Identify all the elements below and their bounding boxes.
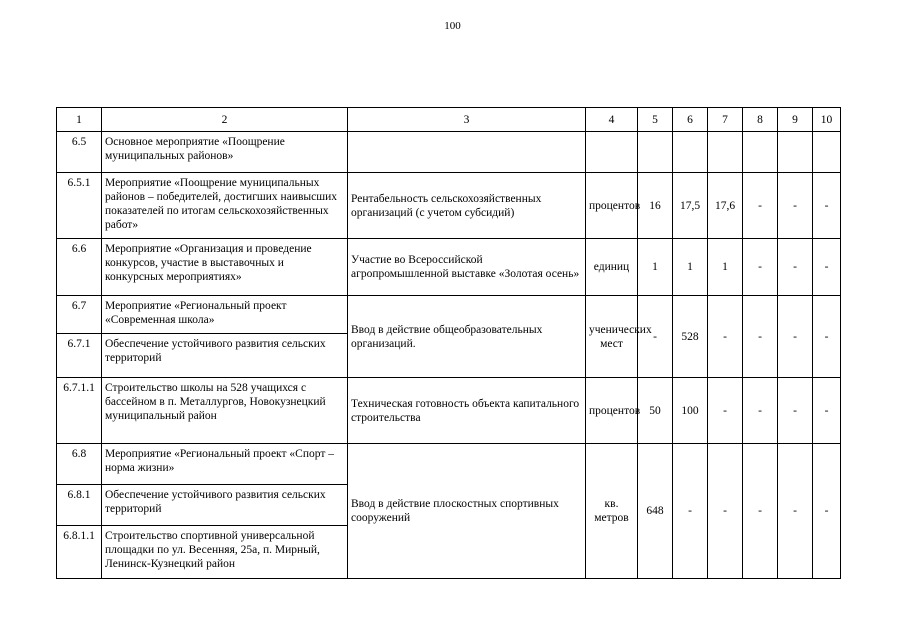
value-cell: 648 [638,444,673,579]
value-cell [743,132,778,173]
table-row [57,444,841,485]
event-name-cell: Основное мероприятие «Поощрение муниципальных районов» [102,132,348,173]
column-header: 2 [102,108,348,132]
column-header: 4 [586,108,638,132]
column-header: 10 [813,108,841,132]
unit-cell: ученических мест [586,296,638,378]
event-name-cell: Мероприятие «Поощрение муниципальных районов – победителей, достигших наивысших показателей по итогам сельскохозяйственных работ» [102,173,348,239]
unit-cell: кв. метров [586,444,638,579]
value-cell: - [743,239,778,296]
value-cell: 528 [673,296,708,378]
value-cell: - [673,444,708,579]
value-cell: - [743,296,778,378]
indicator-name-cell: Участие во Всероссийской агропромышленной выставке «Золотая осень» [348,239,586,296]
value-cell [638,132,673,173]
table-row [57,378,841,444]
column-header: 5 [638,108,673,132]
table-row [57,239,841,296]
indicator-name-cell: Ввод в действие общеобразовательных организаций. [348,296,586,378]
value-cell: - [778,378,813,444]
value-cell: - [708,444,743,579]
table-body [57,132,841,579]
column-header: 9 [778,108,813,132]
event-name-cell: Мероприятие «Организация и проведение конкурсов, участие в выставочных и конкурсных мероприятиях» [102,239,348,296]
row-number-cell: 6.7.1.1 [57,378,102,444]
row-number-cell: 6.7 [57,296,102,334]
header-row [57,108,841,132]
value-cell: - [708,296,743,378]
event-name-cell: Мероприятие «Региональный проект «Современная школа» [102,296,348,334]
value-cell: 100 [673,378,708,444]
table-row [57,296,841,334]
value-cell [708,132,743,173]
value-cell: - [813,173,841,239]
value-cell: 1 [638,239,673,296]
row-number-cell: 6.8.1.1 [57,526,102,579]
unit-cell: единиц [586,239,638,296]
value-cell: 17,5 [673,173,708,239]
value-cell: - [743,378,778,444]
row-number-cell: 6.5 [57,132,102,173]
page-number: 100 [444,20,461,32]
row-number-cell: 6.5.1 [57,173,102,239]
value-cell [673,132,708,173]
column-header: 8 [743,108,778,132]
value-cell: - [813,239,841,296]
value-cell: 16 [638,173,673,239]
column-header: 1 [57,108,102,132]
unit-cell: процентов [586,173,638,239]
value-cell: - [778,296,813,378]
row-number-cell: 6.6 [57,239,102,296]
indicator-name-cell: Ввод в действие плоскостных спортивных сооружений [348,444,586,579]
indicators-table [56,107,841,579]
value-cell: 1 [708,239,743,296]
indicator-name-cell: Техническая готовность объекта капитального строительства [348,378,586,444]
value-cell: - [778,173,813,239]
table-row [57,173,841,239]
row-number-cell: 6.8.1 [57,485,102,526]
event-name-cell: Строительство спортивной универсальной площадки по ул. Весенняя, 25а, п. Мирный, Ленинск-Кузнецкий район [102,526,348,579]
value-cell: - [813,378,841,444]
indicator-name-cell [348,132,586,173]
value-cell: - [813,296,841,378]
column-header: 6 [673,108,708,132]
value-cell: 17,6 [708,173,743,239]
column-header: 3 [348,108,586,132]
value-cell: - [813,444,841,579]
event-name-cell: Строительство школы на 528 учащихся с бассейном в п. Металлургов, Новокузнецкий муниципальный район [102,378,348,444]
event-name-cell: Обеспечение устойчивого развития сельских территорий [102,334,348,378]
value-cell: - [743,173,778,239]
event-name-cell: Мероприятие «Региональный проект «Спорт – норма жизни» [102,444,348,485]
event-name-cell: Обеспечение устойчивого развития сельских территорий [102,485,348,526]
indicator-name-cell: Рентабельность сельскохозяйственных организаций (с учетом субсидий) [348,173,586,239]
value-cell: 50 [638,378,673,444]
table-row [57,132,841,173]
value-cell: - [638,296,673,378]
value-cell: - [708,378,743,444]
row-number-cell: 6.7.1 [57,334,102,378]
value-cell: 1 [673,239,708,296]
value-cell: - [778,444,813,579]
value-cell: - [743,444,778,579]
column-header: 7 [708,108,743,132]
row-number-cell: 6.8 [57,444,102,485]
value-cell [778,132,813,173]
unit-cell [586,132,638,173]
value-cell: - [778,239,813,296]
unit-cell: процентов [586,378,638,444]
value-cell [813,132,841,173]
